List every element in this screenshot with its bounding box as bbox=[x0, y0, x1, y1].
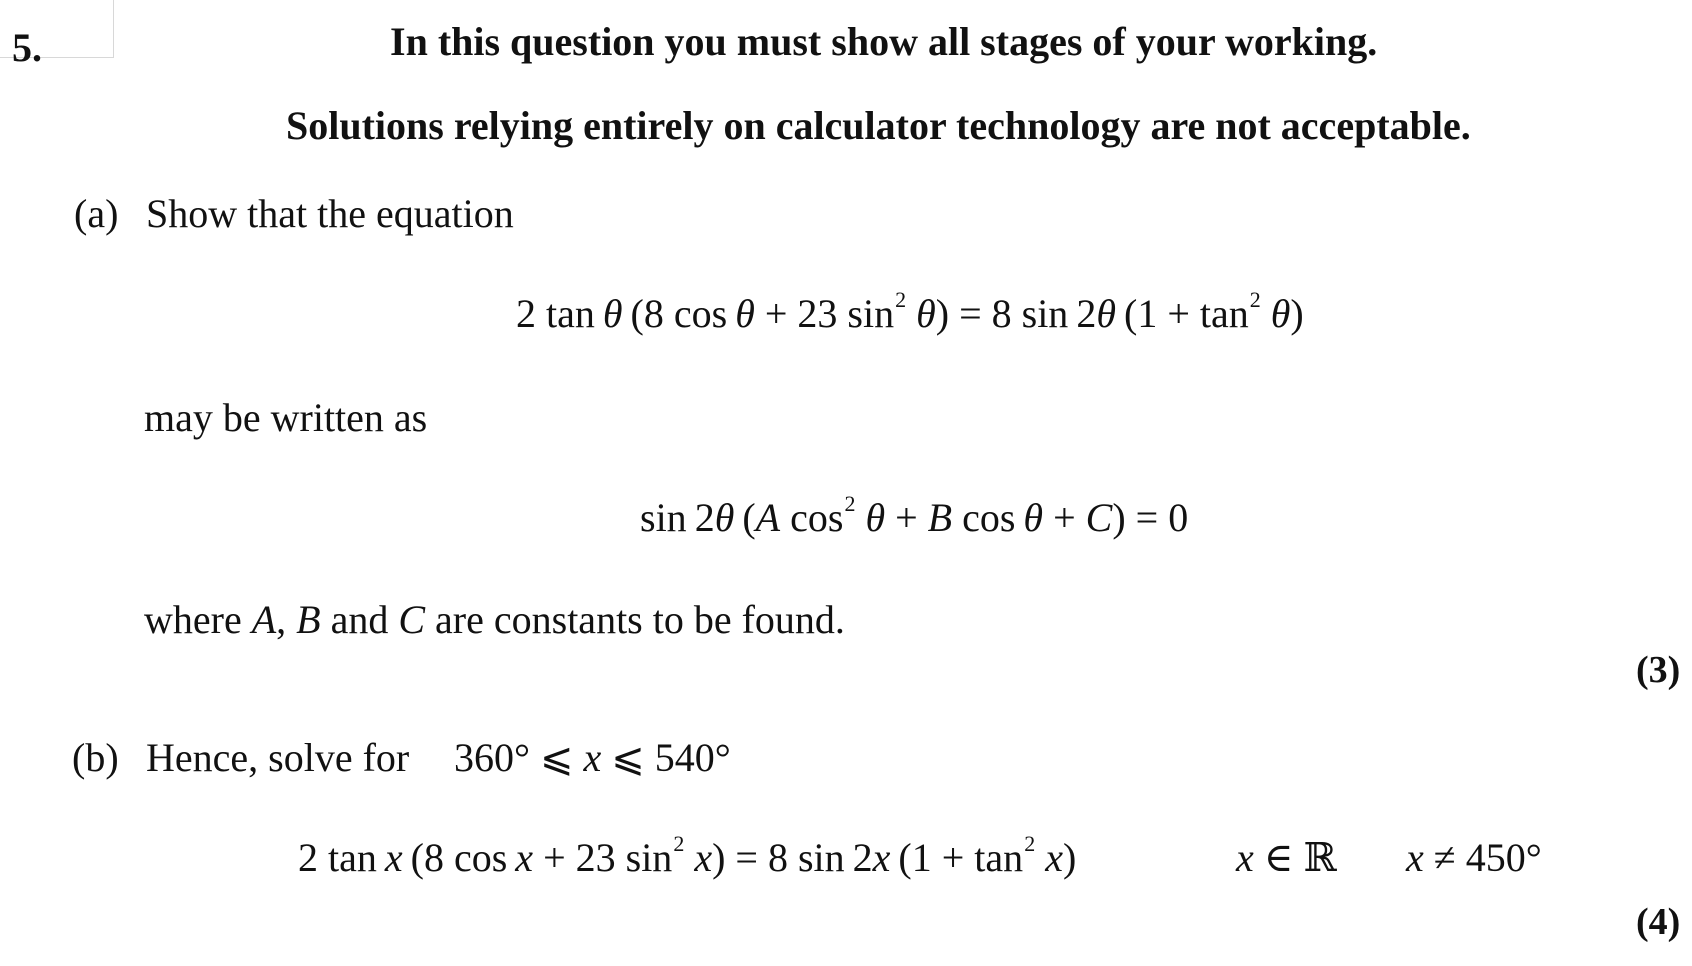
instruction-show-working: In this question you must show all stages of your working. bbox=[390, 19, 1378, 64]
part-a-equation-target: sin 2θ (A $\cos^2 \theta + B$ cos θ + C) = 0 bbox=[640, 491, 1189, 540]
instruction-no-calculator: Solutions relying entirely on calculator technology are not acceptable. bbox=[286, 103, 1471, 148]
part-b-marks: (4) bbox=[1636, 901, 1681, 943]
part-b-domain-condition: x ∈ ℝ bbox=[1236, 835, 1337, 880]
part-a-label: (a) bbox=[74, 191, 119, 236]
part-a-mid-text: may be written as bbox=[144, 395, 428, 440]
part-a-where-text: where A, B and C are constants to be found. bbox=[144, 597, 845, 642]
question-number: 5. bbox=[12, 25, 42, 70]
part-b-label: (b) bbox=[72, 735, 119, 780]
part-a-prompt: Show that the equation bbox=[146, 191, 514, 236]
part-a-marks: (3) bbox=[1636, 649, 1681, 691]
part-a-equation-original: 2 tan θ (8 cos θ + 23 $\sin^2 \theta) = 8$ sin 2θ $(1 + \tan^2 \theta)$ bbox=[516, 287, 1304, 336]
part-b-prompt: Hence, solve for bbox=[146, 735, 410, 780]
part-b-exclusion-condition: x ≠ 450° bbox=[1406, 835, 1542, 880]
part-b-range: 360° ⩽ x ⩽ 540° bbox=[454, 735, 731, 780]
part-b-equation: 2 tan x (8 cos x + 23 $\sin^2 x) = 8$ sin 2x $(1 + \tan^2 x)$ bbox=[298, 831, 1077, 880]
